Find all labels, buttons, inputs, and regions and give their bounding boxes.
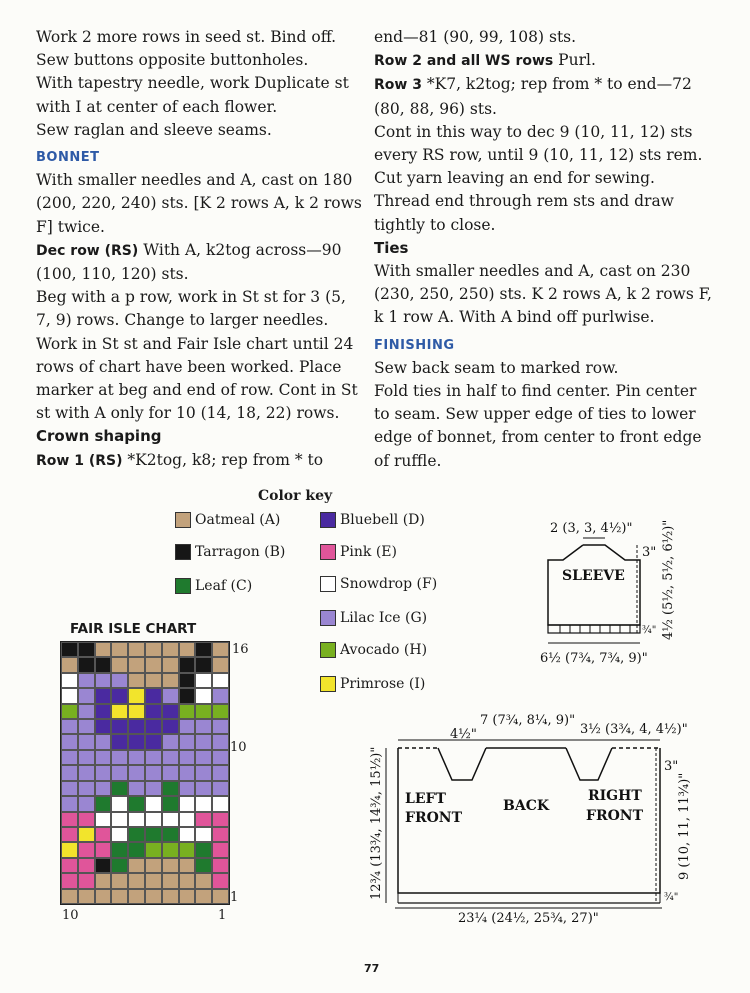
body-top-left-measure: 4½" (450, 727, 477, 742)
color-key-label: Avocado (H) (340, 642, 428, 658)
body-left-measure: 12¾ (13¾, 14¾, 15½)" (369, 746, 384, 900)
sleeve-right-measure-c: ¾" (642, 625, 657, 636)
subsection-heading: Ties (374, 238, 409, 257)
row-label: Dec row (RS) (36, 242, 139, 259)
sleeve-top-measure: 2 (3, 3, 4½)" (550, 521, 633, 536)
fair-isle-chart-title: FAIR ISLE CHART (70, 621, 197, 637)
color-key-label: Snowdrop (F) (340, 576, 438, 592)
body-schematic (369, 713, 692, 926)
sleeve-schematic (540, 520, 676, 666)
color-key-label: Lilac Ice (G) (340, 610, 428, 626)
row-label: Row 2 and all WS rows (374, 53, 554, 70)
color-key-label: Oatmeal (A) (195, 512, 281, 528)
body-right-measure-a: 3" (664, 759, 679, 774)
instruction-paragraph: Cont in this way to dec 9 (10, 11, 12) sts every RS row, until 9 (10, 11, 12) sts rem. Cut yarn leaving an end for sewing. Thread end through rem sts and draw tightly to close. (374, 122, 703, 234)
section-heading: FINISHING (374, 337, 455, 353)
instruction-text: *K2tog, k8; rep from * to (122, 450, 324, 469)
color-key-label: Leaf (C) (195, 578, 253, 594)
instruction-paragraph: With smaller needles and A, cast on 180 (200, 220, 240) sts. [K 2 rows A, k 2 rows F] twice. (36, 171, 362, 236)
back-label: BACK (503, 798, 550, 814)
chart-col-label-1: 1 (218, 908, 227, 923)
sleeve-label: SLEEVE (562, 568, 625, 584)
body-bottom-measure: 23¼ (24½, 25¾, 27)" (458, 911, 599, 926)
instruction-paragraph: With smaller needles and A, cast on 230 (230, 250, 250) sts. K 2 rows A, k 2 rows F, k 1 row A. With A bind off purlwise. (374, 262, 712, 327)
chart-row-label-10: 10 (230, 740, 247, 755)
left-front-label-1: LEFT (405, 791, 446, 807)
right-front-label-2: FRONT (586, 808, 643, 824)
page-number: 77 (364, 962, 380, 975)
row-label: Row 3 (374, 77, 422, 94)
instruction-text: Purl. (553, 51, 596, 70)
subsection-heading: Crown shaping (36, 427, 162, 446)
chart-col-label-10: 10 (62, 908, 79, 923)
instruction-paragraph: Beg with a p row, work in St st for 3 (5, 7, 9) rows. Change to larger needles. Work in St st and Fair Isle chart until 24 rows of chart have been worked. Place marker at beg and end of row. Cont in St st with A only for 10 (14, 18, 22) rows. (36, 288, 358, 423)
instruction-paragraph: With tapestry needle, work Duplicate st with I at center of each flower. (36, 74, 349, 116)
sleeve-right-measure-b: 4½ (5½, 5½, 6½)" (661, 519, 676, 640)
sleeve-right-measure-a: 3" (642, 545, 657, 560)
color-key-label: Bluebell (D) (340, 512, 425, 528)
section-heading: BONNET (36, 150, 100, 166)
instruction-paragraph: end—81 (90, 99, 108) sts. (374, 28, 577, 46)
chart-row-label-1: 1 (230, 890, 239, 905)
color-key-label: Primrose (I) (340, 676, 426, 692)
instruction-paragraph: Sew raglan and sleeve seams. (36, 120, 272, 139)
instruction-paragraph: Fold ties in half to find center. Pin center to seam. Sew upper edge of ties to lower edge of bonnet, from center to front edge of ruffle. (374, 382, 702, 470)
body-top-right-measure: 3½ (3¾, 4, 4½)" (580, 722, 688, 737)
row-label: Row 1 (RS) (36, 452, 123, 469)
color-key-label: Tarragon (B) (195, 544, 286, 560)
instruction-text: *K7, k2tog; rep from * to end—72 (80, 88, 96) sts. (374, 75, 692, 118)
sleeve-bottom-measure: 6½ (7¾, 7¾, 9)" (540, 651, 648, 666)
color-key-title: Color key (258, 488, 333, 504)
chart-row-label-16: 16 (232, 642, 249, 657)
color-key-label: Pink (E) (340, 544, 397, 560)
body-top-center-measure: 7 (7¾, 8¼, 9)" (480, 713, 576, 728)
body-right-measure-c: ¾" (664, 892, 679, 903)
body-right-measure-b: 9 (10, 11, 11¾)" (677, 772, 692, 880)
left-front-label-2: FRONT (405, 810, 462, 826)
instruction-paragraph: Work 2 more rows in seed st. Bind off. Sew buttons opposite buttonholes. (36, 28, 337, 70)
instruction-text: With A, k2tog across—90 (100, 110, 120) sts. (36, 240, 342, 284)
right-front-label-1: RIGHT (588, 788, 642, 804)
instruction-paragraph: Sew back seam to marked row. (374, 358, 619, 377)
